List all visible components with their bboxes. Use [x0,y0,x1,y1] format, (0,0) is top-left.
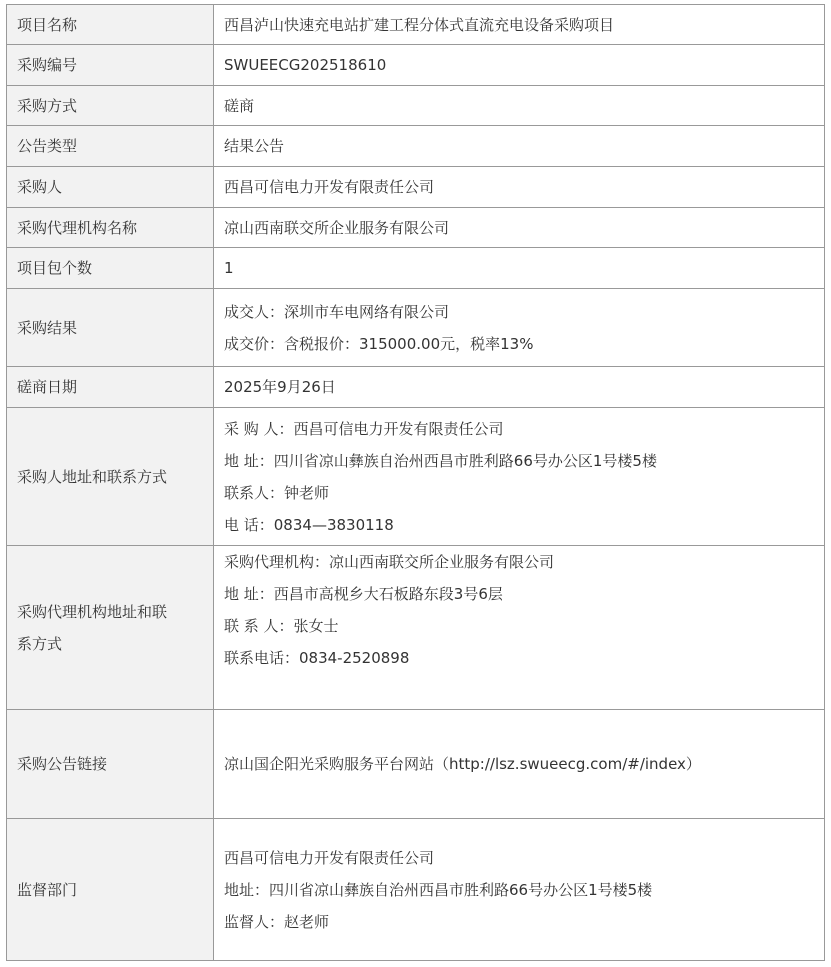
purchaser-contact-value [214,408,825,546]
row-label: 项目包个数 [7,248,214,289]
row-label: 采购人 [7,167,214,208]
table-row [7,546,825,710]
row-label: 项目名称 [7,5,214,45]
procurement-number-value: SWUEECG202518610 [214,45,825,86]
table-row [7,289,825,367]
winner-line: 成交人：深圳市车电网络有限公司 [224,302,450,321]
row-label: 磋商日期 [7,367,214,408]
table-row [7,45,825,86]
table-row [7,208,825,248]
address-line: 地 址：西昌市高枧乡大石板路东段3号6层 [224,585,503,603]
purchaser-value: 西昌可信电力开发有限责任公司 [214,167,825,208]
price-line: 成交价：含税报价：315000.00元，税率13% [224,334,534,353]
table-row [7,86,825,126]
address-line: 地 址：四川省凉山彝族自治州西昌市胜利路66号办公区1号楼5楼 [224,451,657,470]
table-row [7,819,825,961]
row-label: 公告类型 [7,126,214,167]
row-label: 监督部门 [7,819,214,961]
procurement-result-value [214,289,825,367]
row-label: 采购代理机构名称 [7,208,214,248]
purchaser-line: 采 购 人：西昌可信电力开发有限责任公司 [224,419,504,438]
table-row [7,408,825,546]
table-row [7,167,825,208]
agency-line: 采购代理机构：凉山西南联交所企业服务有限公司 [224,553,555,571]
contact-person-line: 联系人：钟老师 [224,483,330,502]
agency-contact-value [214,546,825,710]
consultation-date-value: 2025年9月26日 [214,367,825,408]
address-line: 地址：四川省凉山彝族自治州西昌市胜利路66号办公区1号楼5楼 [224,880,653,899]
phone-line: 电 话：0834—3830118 [224,515,394,534]
notice-link-value[interactable]: 凉山国企阳光采购服务平台网站（http://lsz.swueecg.com/#/index） [214,710,825,819]
table-row [7,367,825,408]
row-label: 采购结果 [7,289,214,367]
procurement-method-value: 磋商 [214,86,825,126]
table-row [7,710,825,819]
table-row [7,5,825,45]
label-line: 采购代理机构地址和联 [17,602,168,621]
table-row [7,126,825,167]
project-name-value: 西昌泸山快速充电站扩建工程分体式直流充电设备采购项目 [214,5,825,45]
label-line: 系方式 [17,634,63,653]
procurement-result-table [6,4,825,961]
package-count-value: 1 [214,248,825,289]
supervisor-line: 监督人：赵老师 [224,912,330,931]
table-row [7,248,825,289]
contact-person-line: 联 系 人：张女士 [224,617,339,635]
notice-type-value: 结果公告 [214,126,825,167]
row-label: 采购人地址和联系方式 [7,408,214,546]
row-label: 采购公告链接 [7,710,214,819]
agency-name-value: 凉山西南联交所企业服务有限公司 [214,208,825,248]
row-label: 采购编号 [7,45,214,86]
supervision-value [214,819,825,961]
phone-line: 联系电话：0834-2520898 [224,649,410,667]
row-label: 采购方式 [7,86,214,126]
row-label [7,546,214,710]
supervisor-org-line: 西昌可信电力开发有限责任公司 [224,848,435,867]
